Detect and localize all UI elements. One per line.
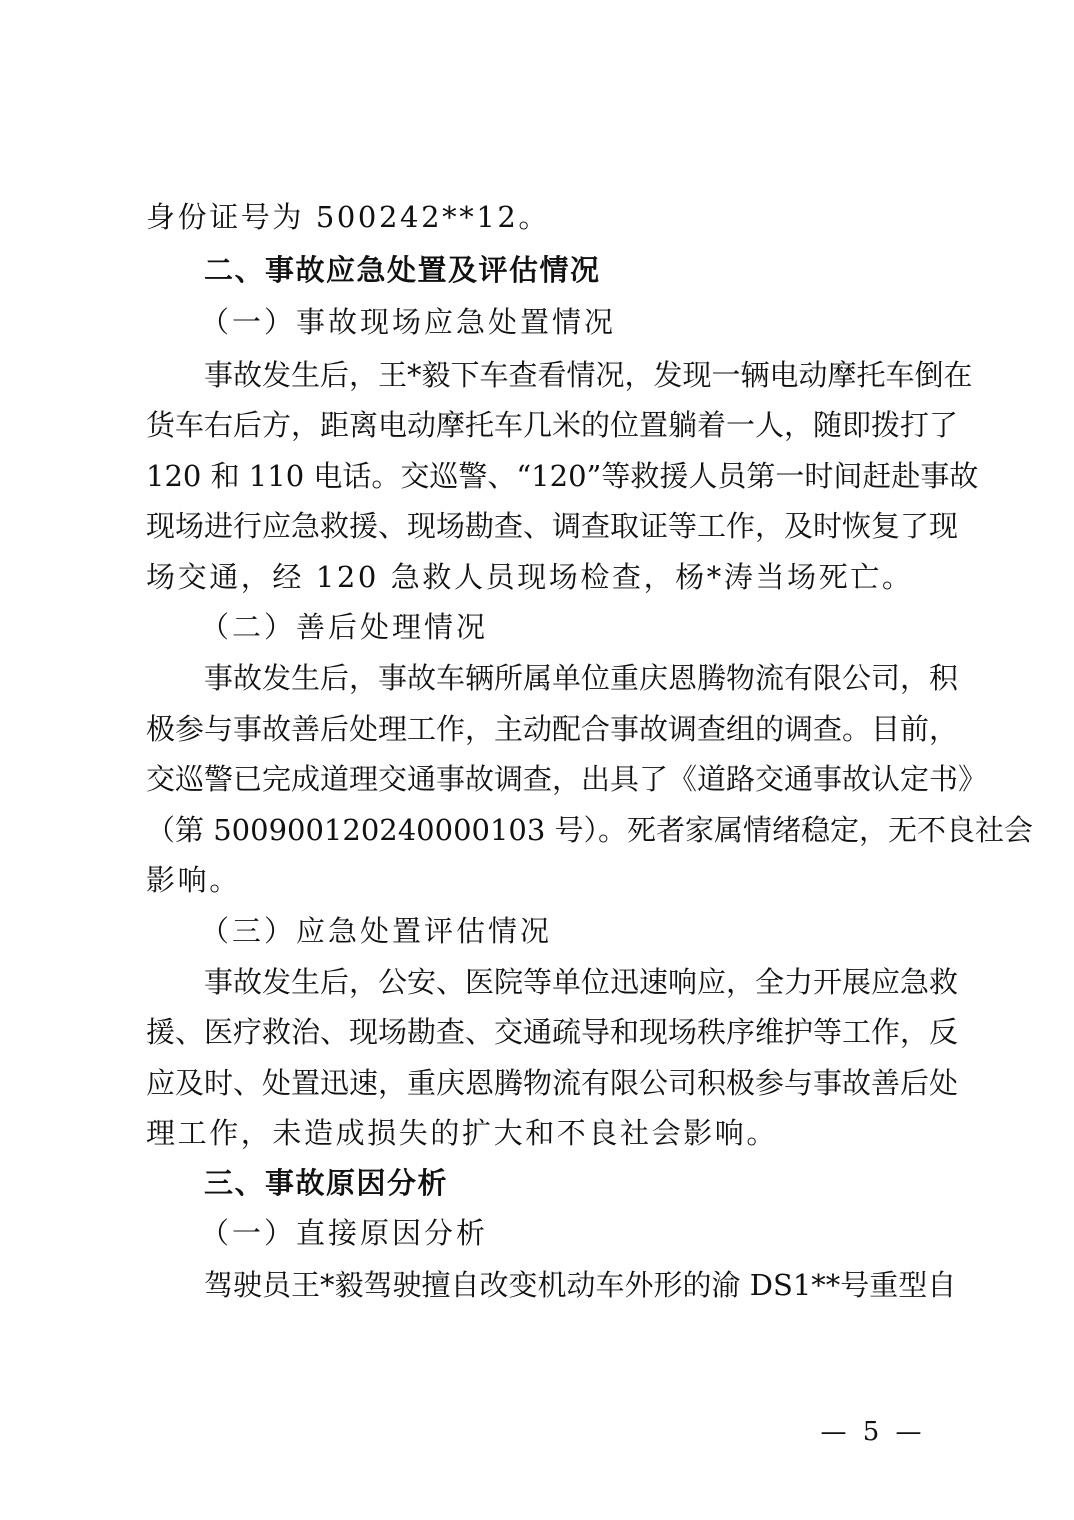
paragraph-line: 事故发生后，事故车辆所属单位重庆恩腾物流有限公司，积 (204, 661, 959, 695)
paragraph-line: 事故发生后，公安、医院等单位迅速响应，全力开展应急救 (204, 965, 959, 999)
paragraph-line: 应及时、处置迅速，重庆恩腾物流有限公司积极参与事故善后处 (146, 1066, 959, 1100)
text-line: 身份证号为 500242**12。 (146, 200, 551, 234)
paragraph-line: 120 和 110 电话。交巡警、“120”等救援人员第一时间赶赴事故 (146, 459, 979, 493)
paragraph-line: 现场进行应急救援、现场勘查、调查取证等工作，及时恢复了现 (146, 509, 959, 543)
paragraph-line: 影响。 (146, 863, 241, 897)
paragraph-line: 场交通，经 120 急救人员现场检查，杨*涛当场死亡。 (146, 560, 914, 594)
paragraph-line: 交巡警已完成道理交通事故调查，出具了《道路交通事故认定书》 (146, 762, 988, 796)
subsection-heading: （一）直接原因分析 (200, 1216, 489, 1250)
paragraph-line: 事故发生后，王*毅下车查看情况，发现一辆电动摩托车倒在 (204, 358, 973, 392)
subsection-heading: （一）事故现场应急处置情况 (200, 305, 617, 339)
section-heading: 三、事故原因分析 (204, 1166, 449, 1200)
section-heading: 二、事故应急处置及评估情况 (204, 253, 601, 287)
subsection-heading: （三）应急处置评估情况 (200, 914, 553, 948)
subsection-heading: （二）善后处理情况 (200, 610, 489, 644)
page-number: — 5 — (820, 1417, 926, 1447)
paragraph-line: 极参与事故善后处理工作，主动配合事故调查组的调查。目前， (146, 712, 959, 746)
paragraph-line: 驾驶员王*毅驾驶擅自改变机动车外形的渝 DS1**号重型自 (204, 1268, 957, 1302)
paragraph-line: （第 500900120240000103 号）。死者家属情绪稳定，无不良社会 (146, 813, 1034, 847)
paragraph-line: 货车右后方，距离电动摩托车几米的位置躺着一人，随即拨打了 (146, 408, 959, 442)
paragraph-line: 理工作，未造成损失的扩大和不良社会影响。 (146, 1116, 779, 1150)
paragraph-line: 援、医疗救治、现场勘查、交通疏导和现场秩序维护等工作，反 (146, 1015, 959, 1049)
